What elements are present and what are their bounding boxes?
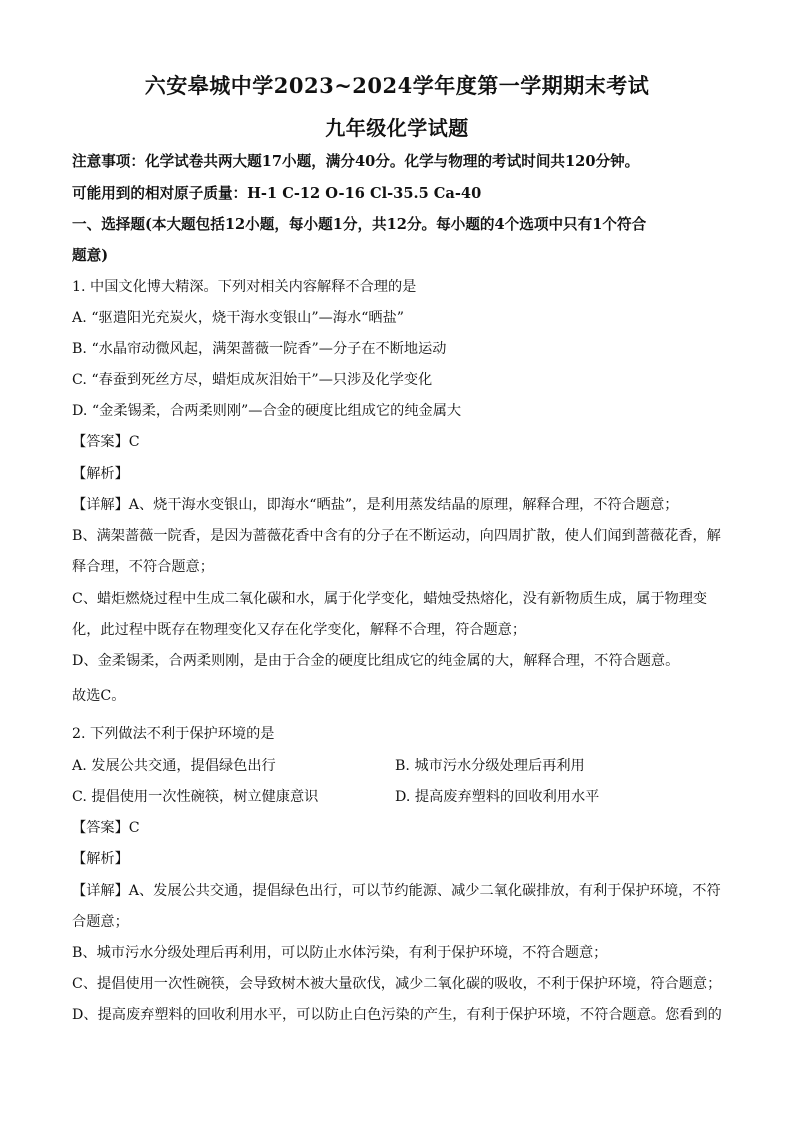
q1-option-d: D. “金柔锡柔，合两柔则刚”—合金的硬度比组成它的纯金属大	[72, 403, 462, 419]
section1-heading: 一、选择题(本大题包括12小题，每小题1分，共12分。每小题的4个选项中只有1个符合	[72, 216, 647, 233]
q2-detail-line: C、提倡使用一次性碗筷，会导致树木被大量砍伐，减少二氧化碳的吸收，不利于保护环境，符合题意；	[72, 976, 722, 992]
q2-option-c: C. 提倡使用一次性碗筷，树立健康意识	[72, 789, 319, 805]
q1-conclusion: 故选C。	[72, 688, 126, 704]
q1-option-c: C. “春蚕到死丝方尽，蜡炬成灰泪始干”—只涉及化学变化	[72, 372, 433, 388]
q1-analysis-label: 【解析】	[72, 466, 129, 482]
q2-detail-line: 合题意；	[72, 914, 129, 930]
q1-answer: 【答案】C	[72, 434, 140, 450]
q1-stem: 1. 中国文化博大精深。下列对相关内容解释不合理的是	[72, 279, 417, 295]
notice-line: 注意事项：化学试卷共两大题17小题，满分40分。化学与物理的考试时间共120分钟。	[72, 153, 640, 170]
q2-answer: 【答案】C	[72, 820, 140, 836]
q2-stem: 2. 下列做法不利于保护环境的是	[72, 726, 275, 742]
q1-option-b: B. “水晶帘动微风起，满架蔷薇一院香”—分子在不断地运动	[72, 341, 447, 357]
atomic-mass-line: 可能用到的相对原子质量：H-1 C-12 O-16 Cl-35.5 Ca-40	[72, 185, 482, 202]
q1-detail-line: D、金柔锡柔，合两柔则刚，是由于合金的硬度比组成它的纯金属的大，解释合理，不符合题意。	[72, 653, 680, 669]
q1-option-a: A. “驱遣阳光充炭火，烧干海水变银山”—海水“晒盐”	[72, 310, 405, 326]
q2-analysis-label: 【解析】	[72, 851, 129, 867]
q2-detail-line: 【详解】A、发展公共交通，提倡绿色出行，可以节约能源、减少二氧化碳排放，有利于保护环境，不符	[72, 883, 721, 899]
q2-option-b: B. 城市污水分级处理后再利用	[395, 758, 585, 774]
q2-option-d: D. 提高废弃塑料的回收利用水平	[395, 789, 600, 805]
exam-subtitle: 九年级化学试题	[325, 116, 469, 140]
exam-title: 六安皋城中学2023~2024学年度第一学期期末考试	[144, 73, 650, 98]
q1-detail-line: C、蜡炬燃烧过程中生成二氧化碳和水，属于化学变化，蜡烛受热熔化，没有新物质生成，属于物理变	[72, 591, 708, 607]
q1-detail-line: 释合理，不符合题意；	[72, 559, 214, 575]
q2-detail-line: D、提高废弃塑料的回收利用水平，可以防止白色污染的产生，有利于保护环境，不符合题意。您看到的	[72, 1007, 722, 1023]
q2-option-a: A. 发展公共交通，提倡绿色出行	[72, 758, 276, 774]
section1-heading-cont: 题意)	[72, 247, 109, 264]
q2-detail-line: B、城市污水分级处理后再利用，可以防止水体污染，有利于保护环境，不符合题意；	[72, 945, 608, 961]
q1-detail-line: 化，此过程中既存在物理变化又存在化学变化，解释不合理，符合题意；	[72, 622, 527, 638]
q1-detail-line: 【详解】A、烧干海水变银山，即海水“晒盐”，是利用蒸发结晶的原理，解释合理，不符合题意；	[72, 497, 679, 513]
q1-detail-line: B、满架蔷薇一院香，是因为蔷薇花香中含有的分子在不断运动，向四周扩散，使人们闻到蔷薇花香，解	[72, 528, 721, 544]
